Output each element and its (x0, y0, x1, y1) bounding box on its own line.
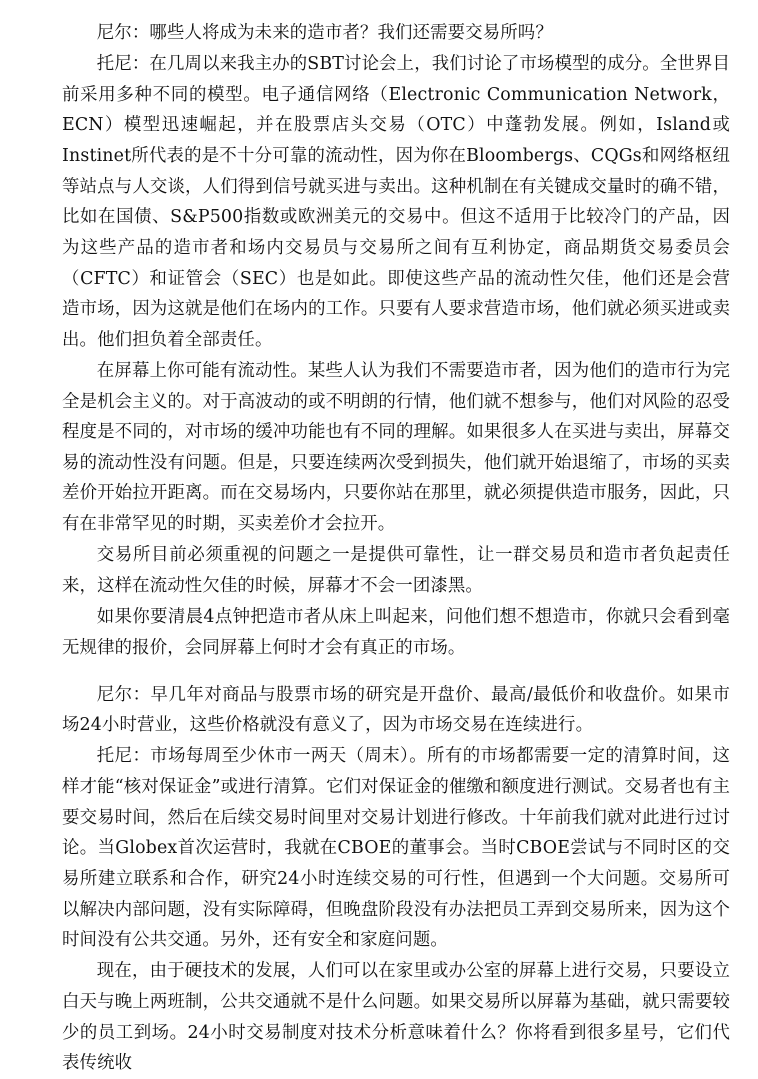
paragraph-tony-exchange-reliability: 交易所目前必须重视的问题之一是提供可靠性，让一群交易员和造市者负起责任来，这样在流动性欠佳的时候，屏幕才不会一团漆黑。 (62, 545, 730, 596)
paragraph-tony-screen-liquidity: 在屏幕上你可能有流动性。某些人认为我们不需要造市者，因为他们的造市行为完全是机会主义的。对于高波动的或不明朗的行情，他们就不想参与，他们对风险的忍受程度是不同的，对市场的缓冲功能也有不同的理解。如果很多人在买进与卖出，屏幕交易的流动性没有问题。但是，只要连续两次受到损失，他们就开始退缩了，市场的买卖差价开始拉开距离。而在交易场内，只要你站在那里，就必须提供造市服务，因此，只有在非常罕见的时期，买卖差价才会拉开。 (62, 360, 730, 534)
paragraph-tony-technology-shifts: 现在，由于硬技术的发展，人们可以在家里或办公室的屏幕上进行交易，只要设立白天与晚上两班制，公共交通就不是什么问题。如果交易所以屏幕为基础，就只需要较少的员工到场。24小时交易制度对技术分析意味着什么？你将看到很多星号，它们代表传统收 (62, 961, 730, 1074)
section-gap (62, 664, 730, 680)
paragraph-neal-question: 尼尔：哪些人将成为未来的造市者？我们还需要交易所吗？ (96, 23, 553, 43)
paragraph-tony-market-models: 托尼：在几周以来我主办的SBT讨论会上，我们讨论了市场模型的成分。全世界目前采用多种不同的模型。电子通信网络（Electronic Communication Network，ECN）模型迅速崛起，并在股票店头交易（OTC）中蓬勃发展。例如，Island或Instinet所代表的是不十分可靠的流动性，因为你在Bloombergs、CQGs和网络枢纽等站点与人交谈，人们得到信号就买进与卖出。这种机制在有关键成交量时的确不错，比如在国债、S&P500指数或欧洲美元的交易中。但这不适用于比较冷门的产品，因为这些产品的造市者和场内交易员与交易所之间有互利协定，商品期货交易委员会（CFTC）和证管会（SEC）也是如此。即使这些产品的流动性欠佳，他们还是会营造市场，因为这就是他们在场内的工作。只要有人要求营造市场，他们就必须买进或卖出。他们担负着全部责任。 (62, 54, 730, 350)
paragraph-neal-ohlc: 尼尔：早几年对商品与股票市场的研究是开盘价、最高/最低价和收盘价。如果市场24小时营业，这些价格就没有意义了，因为市场交易在连续进行。 (62, 684, 730, 736)
paragraph-tony-4am-quotes: 如果你要清晨4点钟把造市者从床上叫起来，问他们想不想造市，你就只会看到毫无规律的报价，会同屏幕上何时才会有真正的市场。 (62, 606, 730, 658)
paragraph-tony-clearing-time: 托尼：市场每周至少休市一两天（周末）。所有的市场都需要一定的清算时间，这样才能“核对保证金”或进行清算。它们对保证金的催缴和额度进行测试。交易者也有主要交易时间，然后在后续交易时间里对交易计划进行修改。十年前我们就对此进行过讨论。当Globex首次运营时，我就在CBOE的董事会。当时CBOE尝试与不同时区的交易所建立联系和合作，研究24小时连续交易的可行性，但遇到一个大问题。交易所可以解决内部问题，没有实际障碍，但晚盘阶段没有办法把员工弄到交易所来，因为这个时间没有公共交通。另外，还有安全和家庭问题。 (62, 746, 730, 951)
